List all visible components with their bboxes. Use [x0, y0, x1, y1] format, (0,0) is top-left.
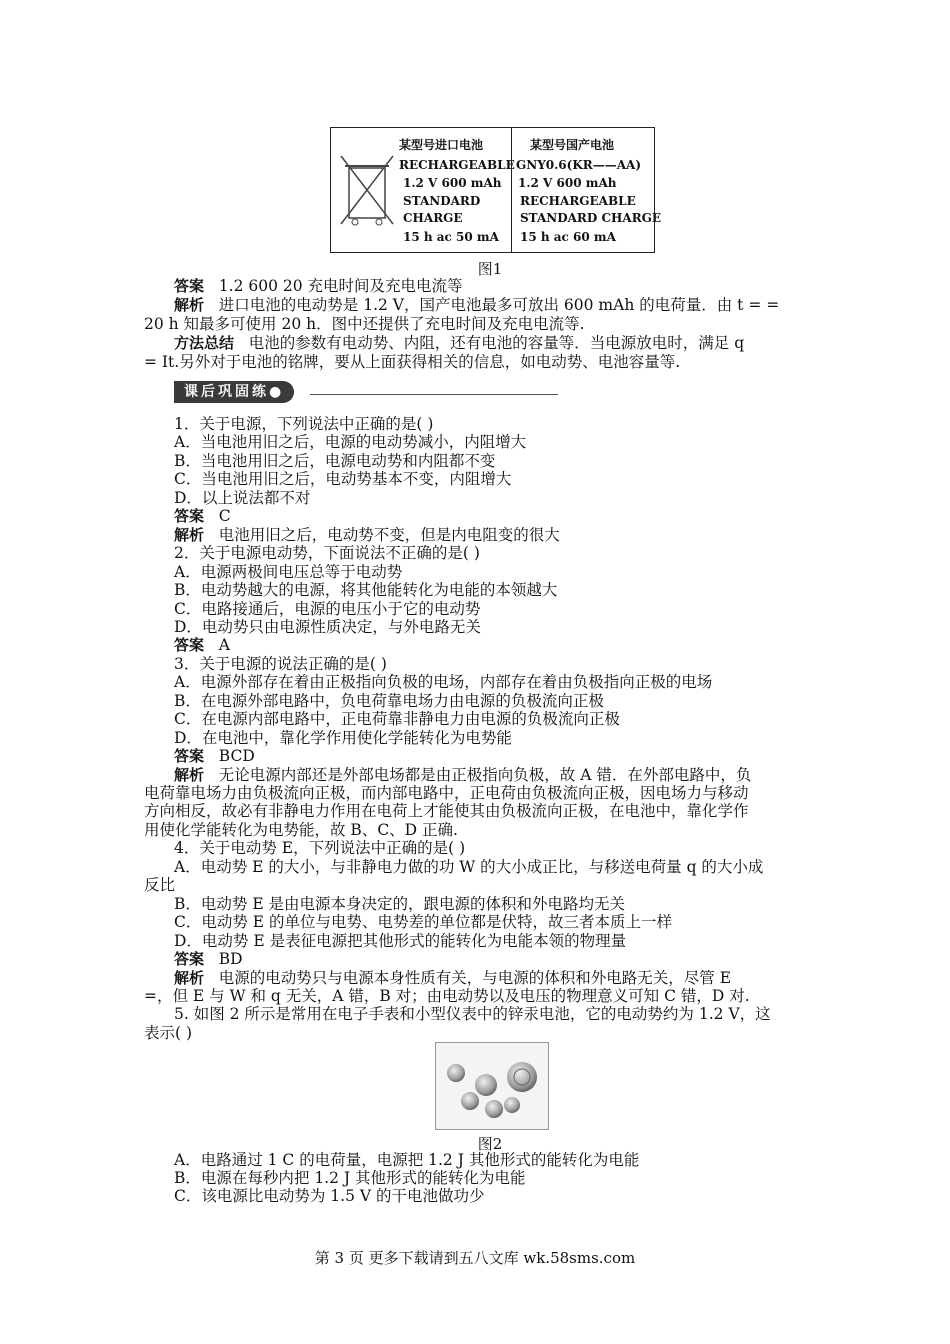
left-label-title: 某型号进口电池	[399, 138, 484, 152]
right-battery-label	[512, 128, 662, 252]
line-text: =，但 E 与 W 和 q 无关，A 错，B 对；由电动势以及电压的物理意义可知 C 错，D 对.	[144, 986, 750, 1005]
text-line	[144, 987, 784, 1006]
line-text: B．电动势 E 是由电源本身决定的，跟电源的体积和外电路均无关	[174, 894, 626, 913]
answer-line: 答案 1.2 600 20 充电时间及充电电流等	[174, 277, 463, 295]
line-text: 1．关于电源，下列说法中正确的是( )	[174, 415, 434, 433]
line-text: C．电动势 E 的单位与电势、电势差的单位都是伏特，故三者本质上一样	[174, 913, 673, 932]
line-text: D．电动势只由电源性质决定，与外电路无关	[174, 617, 481, 636]
section-banner: 课后巩固练●	[174, 381, 294, 403]
line-label: 解析	[174, 525, 205, 544]
recycle-bin-icon	[337, 150, 397, 230]
text-line	[174, 563, 814, 582]
line-text: C．电路接通后，电源的电压小于它的电动势	[174, 599, 481, 618]
line-text: C．在电源内部电路中，正电荷靠非静电力由电源的负极流向正极	[174, 710, 620, 729]
text-line	[144, 802, 784, 821]
banner-rule	[310, 394, 558, 395]
left-label-line: CHARGE	[403, 211, 463, 225]
line-text: BCD	[218, 747, 255, 766]
right-label-line: STANDARD CHARGE	[520, 211, 662, 225]
button-battery-icon	[436, 1043, 548, 1129]
text-line	[174, 415, 814, 434]
line-label: 解析	[174, 968, 205, 987]
line-label: 答案	[174, 747, 205, 766]
analysis-line	[174, 766, 814, 785]
text-line	[144, 876, 784, 895]
right-label-title: 某型号国产电池	[530, 138, 615, 152]
line-text: 2．关于电源电动势，下面说法不正确的是( )	[174, 544, 480, 563]
text-line	[174, 655, 814, 674]
right-label-line: GNY0.6(KR——AA)	[516, 158, 642, 172]
text-line	[174, 858, 814, 877]
text-line	[174, 729, 814, 748]
option-c: C．该电源比电动势为 1.5 V 的干电池做功少	[174, 1187, 485, 1205]
line-text: 电池用旧之后，电动势不变，但是内电阻变的很大	[218, 525, 560, 544]
line-text: BD	[218, 950, 243, 969]
text-line	[174, 581, 814, 600]
right-label-line: RECHARGEABLE	[520, 194, 636, 208]
left-label-line: STANDARD	[403, 194, 481, 208]
line-text: B．当电池用旧之后，电源电动势和内阻都不变	[174, 451, 496, 470]
text-line: = It.另外对于电池的铭牌，要从上面获得相关的信息，如电动势、电池容量等.	[144, 353, 681, 371]
line-text: A	[218, 636, 230, 655]
right-label-line: 1.2 V 600 mAh	[518, 176, 617, 190]
line-text: 电源的电动势只与电源本身性质有关，与电源的体积和外电路无关，尽管 E	[218, 968, 732, 987]
line-label: 答案	[174, 950, 205, 969]
line-text: 4．关于电动势 E，下列说法中正确的是( )	[174, 839, 466, 858]
line-text: B．电动势越大的电源，将其他能转化为电能的本领越大	[174, 581, 558, 600]
text-line	[174, 932, 814, 951]
text-line	[174, 433, 814, 452]
line-text: A．电源两极间电压总等于电动势	[174, 562, 403, 581]
line-text: 5. 如图 2 所示是常用在电子手表和小型仪表中的锌汞电池，它的电动势约为 1.2 V，这	[174, 1005, 771, 1024]
line-text: C．当电池用旧之后，电动势基本不变，内阻增大	[174, 470, 512, 489]
line-text: D．电动势 E 是表征电源把其他形式的能转化为电能本领的物理量	[174, 931, 627, 950]
option-b: B．电源在每秒内把 1.2 J 其他形式的能转化为电能	[174, 1169, 526, 1187]
answer-line	[174, 507, 814, 526]
line-text: A．当电池用旧之后，电源的电动势减小，内阻增大	[174, 433, 527, 452]
line-label: 答案	[174, 636, 205, 655]
text-line	[174, 1005, 814, 1024]
analysis-line	[174, 526, 814, 545]
line-text: 表示( )	[144, 1023, 193, 1042]
line-text: D．以上说法都不对	[174, 488, 311, 507]
method-summary-line: 方法总结 电池的参数有电动势、内阻，还有电池的容量等．当电源放电时，满足 q	[174, 334, 745, 352]
figure-2-photo	[435, 1042, 549, 1130]
line-text: 反比	[144, 876, 176, 895]
left-label-line: RECHARGEABLE	[399, 158, 515, 172]
line-text: A．电动势 E 的大小，与非静电力做的功 W 的大小成正比，与移送电荷量 q 的大小成	[174, 857, 764, 876]
text-line	[144, 1024, 784, 1043]
left-label-line: 1.2 V 600 mAh	[403, 176, 502, 190]
text-line	[174, 470, 814, 489]
line-text: 用使化学能转化为电势能，故 B、C、D 正确.	[144, 820, 458, 839]
answer-line	[174, 950, 814, 969]
answer-line	[174, 747, 814, 766]
answer-line	[174, 636, 814, 655]
text-line	[174, 544, 814, 563]
line-label: 解析	[174, 765, 205, 784]
text-line	[174, 710, 814, 729]
figure-2-caption: 图2	[477, 1135, 503, 1153]
text-line	[174, 618, 814, 637]
figure-1-battery-labels	[330, 127, 662, 253]
text-line	[174, 600, 814, 619]
line-text: 方向相反，故必有非静电力作用在电荷上才能使其由负极流向正极，在电池中，靠化学作	[144, 802, 749, 821]
text-line	[144, 784, 784, 803]
figure-1-caption: 图1	[477, 260, 503, 278]
line-text: B．在电源外部电路中，负电荷靠电场力由电源的负极流向正极	[174, 691, 604, 710]
line-text: A．电源外部存在着由正极指向负极的电场，内部存在着由负极指向正极的电场	[174, 673, 713, 692]
line-text: 3．关于电源的说法正确的是( )	[174, 654, 387, 673]
page-footer: 第 3 页 更多下载请到五八文库 wk.58sms.com	[314, 1249, 636, 1267]
option-a: A．电路通过 1 C 的电荷量，电源把 1.2 J 其他形式的能转化为电能	[174, 1151, 640, 1169]
text-line	[144, 821, 784, 840]
text-line	[174, 839, 814, 858]
text-line	[174, 895, 814, 914]
line-text: C	[218, 507, 231, 526]
text-line	[174, 452, 814, 471]
left-battery-label	[331, 128, 515, 252]
text-line	[174, 692, 814, 711]
text-line	[174, 673, 814, 692]
analysis-line: 解析 进口电池的电动势是 1.2 V，国产电池最多可放出 600 mAh 的电荷量．由 t = =	[174, 296, 780, 314]
analysis-line	[174, 969, 814, 988]
line-text: 电荷靠电场力由负极流向正极，而内部电路中，正电荷由负极流向正极，因电场力与移动	[144, 784, 749, 802]
line-text: 无论电源内部还是外部电场都是由正极指向负极，故 A 错．在外部电路中，负	[218, 765, 752, 784]
text-line	[174, 489, 814, 508]
left-label-line: 15 h ac 50 mA	[403, 230, 499, 244]
text-line	[174, 913, 814, 932]
right-label-line: 15 h ac 60 mA	[520, 230, 616, 244]
line-text: D．在电池中，靠化学作用使化学能转化为电势能	[174, 728, 512, 747]
line-label: 答案	[174, 507, 205, 526]
text-line: 20 h 知最多可使用 20 h．图中还提供了充电时间及充电电流等.	[144, 315, 585, 333]
